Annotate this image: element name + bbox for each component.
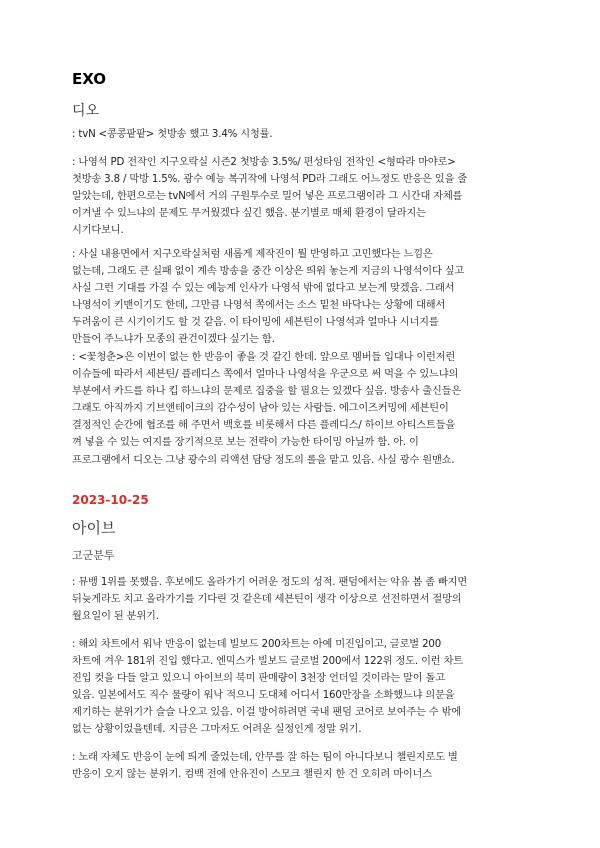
text-line: 없는 상황이었을텐데. 지금은 그마저도 어려운 실정인게 정말 위기.: [72, 724, 362, 736]
paragraph: [72, 574, 534, 625]
text-line: 차트에 겨우 181위 진입 했다고. 엔믹스가 빌보드 글로벌 200에서 122위 정도. 이런 차트: [72, 656, 463, 668]
text-line: : 사실 내용면에서 지구오락실처럼 새롭게 제작진이 뭘 반영하고 고민했다는 느낌은: [72, 249, 433, 260]
text-line: : 해외 차트에서 워낙 반응이 없는데 빌보드 200차트는 아예 미진입이고, 글로벌 200: [72, 639, 442, 650]
text-line: 껴 넣을 수 있는 여지를 장기적으로 보는 전략이 가능한 타이밍 아닐까 함. 아. 이: [72, 437, 419, 449]
text-line: : tvN <콩콩팥팥> 첫방송 했고 3.4% 시청률.: [72, 129, 273, 140]
paragraph: [72, 126, 534, 143]
text-line: : 뮤뱅 1위를 못했음. 후보에도 올라가기 어려운 정도의 성적. 팬덤에서는 악유 봄 좀 빠지면: [72, 577, 468, 588]
entry-date: 2023-10-25: [72, 493, 149, 507]
section-title-exo: EXO: [72, 70, 107, 88]
text-line: 부분에서 카드를 하나 킵 하느냐의 문제로 집중을 할 필요는 있겠다 싶음. 방송사 출신들은: [72, 386, 462, 398]
text-line: 제기하는 분위기가 슬슬 나오고 있음. 이걸 방어하려면 국내 팬덤 코어로 보여주는 수 밖에: [72, 707, 462, 719]
text-line: 사실 그런 기대를 가질 수 있는 예능계 인사가 나영석 밖에 없다고 보는게 맞겠음. 그래서: [72, 283, 455, 295]
paragraph: [72, 154, 534, 239]
text-line: : 나영석 PD 전작인 지구오락실 시즌2 첫방송 3.5%/ 편성타임 전작인 <형따라 마야로>: [72, 157, 456, 168]
paragraph: [72, 749, 534, 783]
text-line: 이슈들에 따라서 세븐틴/ 플레디스 쪽에서 얼마나 나영석을 우군으로 써 먹을 수 있느냐의: [72, 369, 459, 381]
text-line: 두려움이 큰 시기이기도 할 것 같음. 이 타이밍에 세븐틴이 나영석과 얼마나 시너지를: [72, 317, 439, 329]
text-line: : <꽃청춘>은 이번이 없는 한 반응이 좋을 것 같긴 한데. 앞으로 멤버들 입대나 이런저런: [72, 352, 456, 363]
paragraph: [72, 349, 534, 469]
text-line: : 노래 자체도 반응이 눈에 띄게 줄었는데, 안무를 잘 하는 팀이 아니다보니 챌린지로도 별: [72, 752, 458, 763]
text-line: 첫방송 3.8 / 막방 1.5%. 광수 예능 복귀작에 나영석 PD라 그래도 어느정도 반응은 있을 줄: [72, 174, 468, 186]
text-line: 그래도 아직까지 기브앤테이크의 감수성이 남아 있는 사람들. 에그이즈커밍에 세븐틴이: [72, 403, 449, 415]
text-line: 이겨낼 수 있느냐의 문제도 무거웠겠다 싶긴 했음. 분기별로 매체 환경이 달라지는: [72, 208, 426, 220]
text-line: 결정적인 순간에 협조를 해 주면서 백호를 비롯해서 다른 플레디스/ 하이브 아티스트들을: [72, 420, 456, 432]
paragraph: [72, 636, 534, 739]
text-line: 있음. 일본에서도 직수 물량이 워낙 적으니 도대체 어디서 160만장을 소화했느냐 의문을: [72, 690, 455, 702]
section-subtitle-do: 디오: [72, 103, 100, 119]
text-line: 반응이 오지 않는 분위기. 컴백 전에 안유진이 스모크 챌린지 한 건 오히려 마이너스: [72, 769, 432, 781]
text-line: 뒤늦게라도 치고 올라가기를 기다린 것 같은데 세븐틴이 생각 이상으로 선전하면서 절망의: [72, 594, 462, 606]
text-line: 시기다보니.: [72, 225, 124, 237]
text-line: 없는데, 그래도 큰 실패 없이 계속 방송을 중간 이상은 띄워 놓는게 지금의 나영석이다 싶고: [72, 266, 465, 278]
paragraph: [72, 246, 534, 349]
text-line: 알았는데, 한편으로는 tvN에서 거의 구원투수로 밀어 넣은 프로그램이라 그 시간대 자체를: [72, 191, 463, 203]
section-subtitle-struggle: 고군분투: [72, 549, 115, 562]
text-line: 진입 컷을 다들 알고 있으니 아이브의 북미 판매량이 3천장 언더일 것이라는 말이 돌고: [72, 673, 445, 685]
text-line: 만들어 주느냐가 모종의 관건이겠다 싶기는 함.: [72, 334, 275, 346]
section-title-ive: 아이브: [72, 519, 116, 537]
text-line: 월요일이 된 분위기.: [72, 611, 159, 623]
text-line: 프로그램에서 디오는 그냥 광수의 리액션 담당 정도의 롤을 맡고 있음. 사실 광수 원맨쇼.: [72, 454, 455, 466]
text-line: 나영석이 키맨이기도 한데, 그만큼 나영석 쪽에서는 소스 밑천 바닥나는 상황에 대해서: [72, 300, 446, 312]
